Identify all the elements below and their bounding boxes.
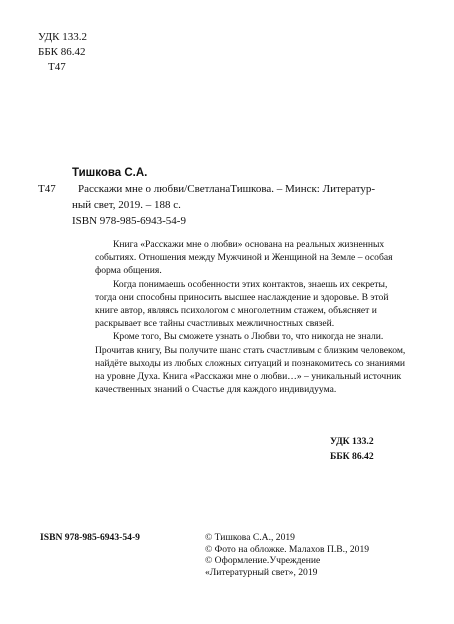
- abstract-line: Книга «Расскажи мне о любви» основана на реальных жизненных: [113, 239, 385, 250]
- bib-line-publisher: ный свет, 2019. – 188 с.: [72, 199, 181, 211]
- udk-code-top: УДК 133.2: [38, 31, 88, 43]
- abstract-line: качественных знаний о Счастье для каждого индивидуума.: [95, 384, 337, 396]
- copyright-line: © Фото на обложке. Малахов П.В., 2019: [205, 543, 370, 555]
- abstract-line: на уровне Духа. Книга «Расскажи мне о любви…» – уникальный источник: [95, 371, 402, 383]
- bbk-code-top: ББК 86.42: [38, 46, 86, 58]
- abstract-line: тогда они способны приносить высшее наслаждение и здоровье. В этой: [95, 291, 389, 303]
- bottom-classification-codes: [330, 434, 374, 464]
- abstract-line: книге автор, являясь психологом с многолетним стажем, объясняет и: [95, 305, 377, 317]
- udk-code-bottom: УДК 133.2: [330, 436, 374, 447]
- abstract-line: Кроме того, Вы сможете узнать о Любви то, что никогда не знали.: [113, 331, 384, 343]
- copyright-line: © Тишкова С.А., 2019: [205, 532, 295, 543]
- copyright-line: © Оформление.Учреждение: [205, 555, 321, 566]
- copyright-block: [205, 532, 369, 578]
- isbn-footer: ISBN 978-985-6943-54-9: [40, 532, 140, 543]
- abstract-line: раскрывает все тайны счастливых межличностных связей.: [95, 318, 335, 330]
- bib-line-title: Расскажи мне о любви/СветланаТишкова. – Минск: Литератур-: [78, 183, 376, 195]
- bib-line-isbn: ISBN 978-985-6943-54-9: [72, 215, 186, 227]
- author-mark-side: Т47: [38, 183, 56, 195]
- abstract-line: Прочитав книгу, Вы получите шанс стать счастливым с близким человеком,: [95, 344, 406, 356]
- copyright-line: «Литературный свет», 2019: [205, 566, 318, 578]
- abstract-line: событиях. Отношения между Мужчиной и Женщиной на Земле – особая: [95, 252, 393, 264]
- book-abstract: [95, 238, 407, 396]
- bbk-code-bottom: ББК 86.42: [330, 451, 374, 462]
- top-classification-codes: [38, 30, 87, 75]
- bibliographic-record: [72, 165, 407, 229]
- abstract-line: форма общения.: [95, 265, 162, 277]
- author-mark-top: Т47: [48, 61, 66, 73]
- author-name: Тишкова С.А.: [72, 167, 148, 179]
- abstract-line: Когда понимаешь особенности этих контактов, знаешь их секреты,: [113, 278, 388, 290]
- abstract-line: найдёте выходы из любых сложных ситуаций и познакомитесь со знаниями: [95, 357, 406, 369]
